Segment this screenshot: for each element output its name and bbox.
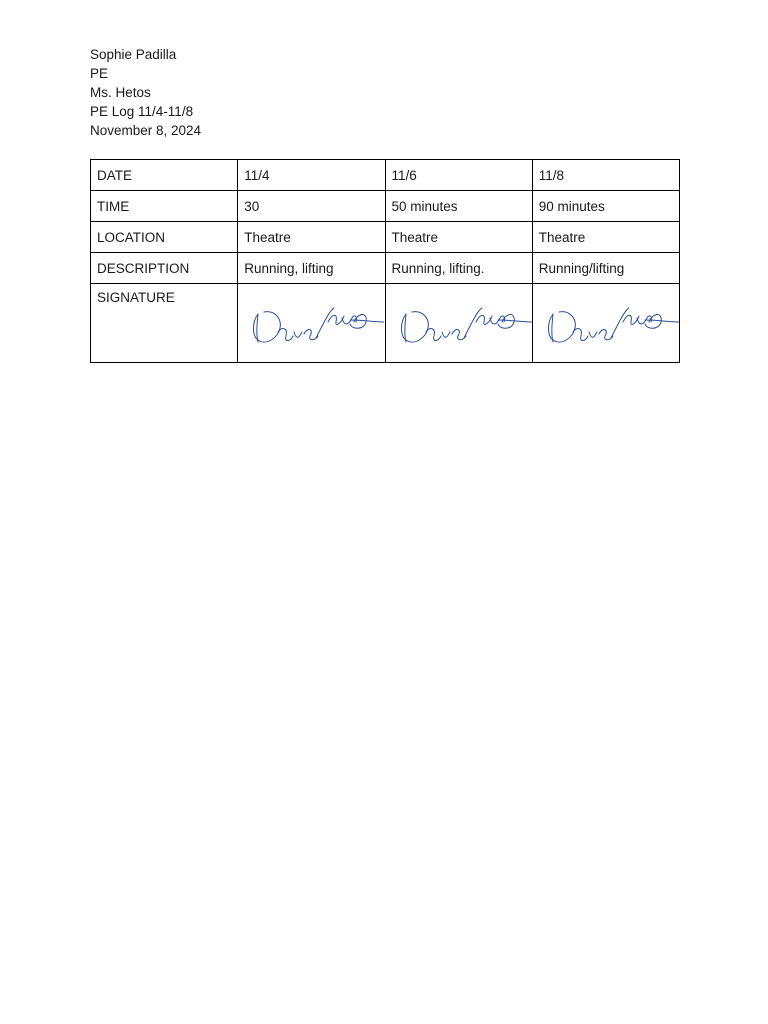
- table-cell: 11/4: [238, 160, 385, 191]
- table-cell: Theatre: [238, 222, 385, 253]
- handwritten-signature: [533, 292, 679, 350]
- row-label: DATE: [91, 160, 238, 191]
- signature-stroke: [278, 329, 293, 341]
- signature-stroke: [552, 314, 553, 342]
- signature-cell: [385, 284, 532, 363]
- document-date: November 8, 2024: [90, 123, 202, 138]
- signature-stroke: [426, 329, 441, 341]
- signature-stroke: [328, 315, 344, 324]
- row-label: SIGNATURE: [91, 284, 238, 363]
- table-row-signature: [91, 284, 680, 363]
- signature-stroke: [404, 314, 405, 342]
- row-label: DESCRIPTION: [91, 253, 238, 284]
- handwritten-signature: [386, 292, 532, 350]
- student-name: Sophie Padilla: [90, 47, 177, 62]
- table-cell: Theatre: [532, 222, 679, 253]
- teacher-name: Ms. Hetos: [90, 85, 151, 100]
- table-cell: 90 minutes: [532, 191, 679, 222]
- signature-stroke: [464, 308, 482, 338]
- signature-cell: [238, 284, 385, 363]
- signature-stroke: [350, 320, 384, 322]
- document-header: [90, 45, 201, 140]
- signature-stroke: [623, 315, 639, 324]
- signature-stroke: [257, 314, 258, 342]
- table-cell: 30: [238, 191, 385, 222]
- table-row-location: [91, 222, 680, 253]
- signature-cell: [532, 284, 679, 363]
- table-cell: Theatre: [385, 222, 532, 253]
- signature-stroke: [316, 308, 334, 338]
- table-row-description: [91, 253, 680, 284]
- table-cell: 50 minutes: [385, 191, 532, 222]
- signature-stroke: [573, 329, 588, 341]
- signature-stroke: [645, 320, 679, 322]
- class-subject: PE: [90, 66, 109, 81]
- signature-stroke: [611, 308, 629, 338]
- table-cell: 11/6: [385, 160, 532, 191]
- signature-stroke: [476, 315, 492, 324]
- signature-stroke: [442, 332, 450, 337]
- table-cell: Running/lifting: [532, 253, 679, 284]
- table-cell: Running, lifting: [238, 253, 385, 284]
- table-row-time: [91, 191, 680, 222]
- signature-stroke: [589, 332, 597, 337]
- table-cell: 11/8: [532, 160, 679, 191]
- document-title: PE Log 11/4-11/8: [90, 104, 194, 119]
- handwritten-signature: [238, 292, 384, 350]
- table-row-date: [91, 160, 680, 191]
- table-cell: Running, lifting.: [385, 253, 532, 284]
- pe-log-table: [90, 159, 680, 363]
- signature-stroke: [498, 320, 532, 322]
- signature-stroke: [294, 332, 302, 337]
- row-label: LOCATION: [91, 222, 238, 253]
- row-label: TIME: [91, 191, 238, 222]
